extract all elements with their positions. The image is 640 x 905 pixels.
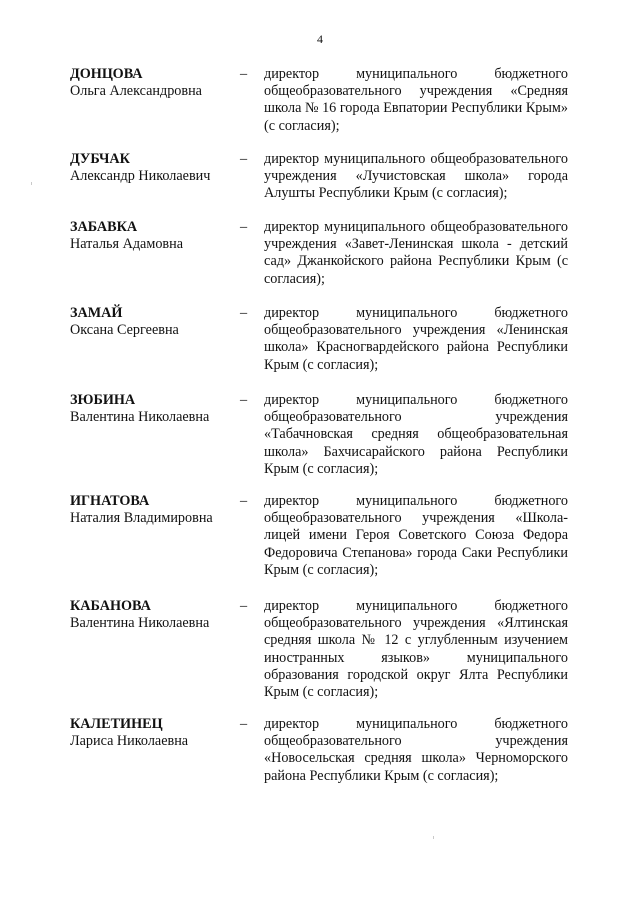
scan-speck-bottom (433, 836, 434, 839)
surname: ЗАБАВКА (70, 219, 138, 235)
person-name (70, 392, 240, 426)
dash-separator: – (240, 716, 248, 732)
surname: КАБАНОВА (70, 598, 151, 614)
position-description: директор муниципального общеобразовательного учреждения «Лучистовская школа» города Алушты Республики Крым (с согласия); (264, 151, 568, 202)
scan-speck-left (31, 182, 32, 185)
given-names: Наталья Адамовна (70, 236, 184, 253)
surname: ДУБЧАК (70, 151, 130, 167)
dash-separator: – (240, 219, 248, 235)
given-names: Оксана Сергеевна (70, 322, 179, 339)
surname: ЗЮБИНА (70, 392, 136, 408)
person-name (70, 716, 240, 750)
person-name (70, 219, 240, 253)
given-names: Лариса Николаевна (70, 733, 189, 750)
given-names: Александр Николаевич (70, 168, 211, 185)
person-name (70, 66, 240, 100)
dash-separator: – (240, 66, 248, 82)
dash-separator: – (240, 598, 248, 614)
person-name (70, 598, 240, 632)
surname: ДОНЦОВА (70, 66, 143, 82)
position-description: директор муниципального бюджетного общеобразовательного учреждения «Ялтинская средняя школа № 12 с углубленным изучением иностранных языков» муниципального образования городской округ Ялта Республики Крым (с согласия); (264, 598, 568, 701)
position-description: директор муниципального бюджетного общеобразовательного учреждения «Новосельская средняя школа» Черноморского района Республики Крым (с согласия); (264, 716, 568, 784)
dash-separator: – (240, 305, 248, 321)
given-names: Ольга Александровна (70, 83, 202, 100)
position-description: директор муниципального общеобразовательного учреждения «Завет-Ленинская школа - детский сад» Джанкойского района Республики Крым (с согласия); (264, 219, 568, 287)
given-names: Наталия Владимировна (70, 510, 213, 527)
page-number: 4 (317, 32, 323, 46)
person-name (70, 151, 240, 185)
given-names: Валентина Николаевна (70, 615, 210, 632)
dash-separator: – (240, 151, 248, 167)
person-name (70, 493, 240, 527)
dash-separator: – (240, 493, 248, 509)
surname: КАЛЕТИНЕЦ (70, 716, 163, 732)
position-description: директор муниципального бюджетного общеобразовательного учреждения «Средняя школа № 16 города Евпатории Республики Крым» (с согласия); (264, 66, 568, 134)
person-name (70, 305, 240, 339)
surname: ЗАМАЙ (70, 305, 123, 321)
surname: ИГНАТОВА (70, 493, 150, 509)
position-description: директор муниципального бюджетного общеобразовательного учреждения «Ленинская школа» Красногвардейского района Республики Крым (с согласия); (264, 305, 568, 373)
dash-separator: – (240, 392, 248, 408)
given-names: Валентина Николаевна (70, 409, 210, 426)
position-description: директор муниципального бюджетного общеобразовательного учреждения «Школа-лицей имени Героя Советского Союза Федора Федоровича Степанова» города Саки Республики Крым (с согласия); (264, 493, 568, 578)
position-description: директор муниципального бюджетного общеобразовательного учреждения «Табачновская средняя общеобразовательная школа» Бахчисарайского района Республики Крым (с согласия); (264, 392, 568, 477)
